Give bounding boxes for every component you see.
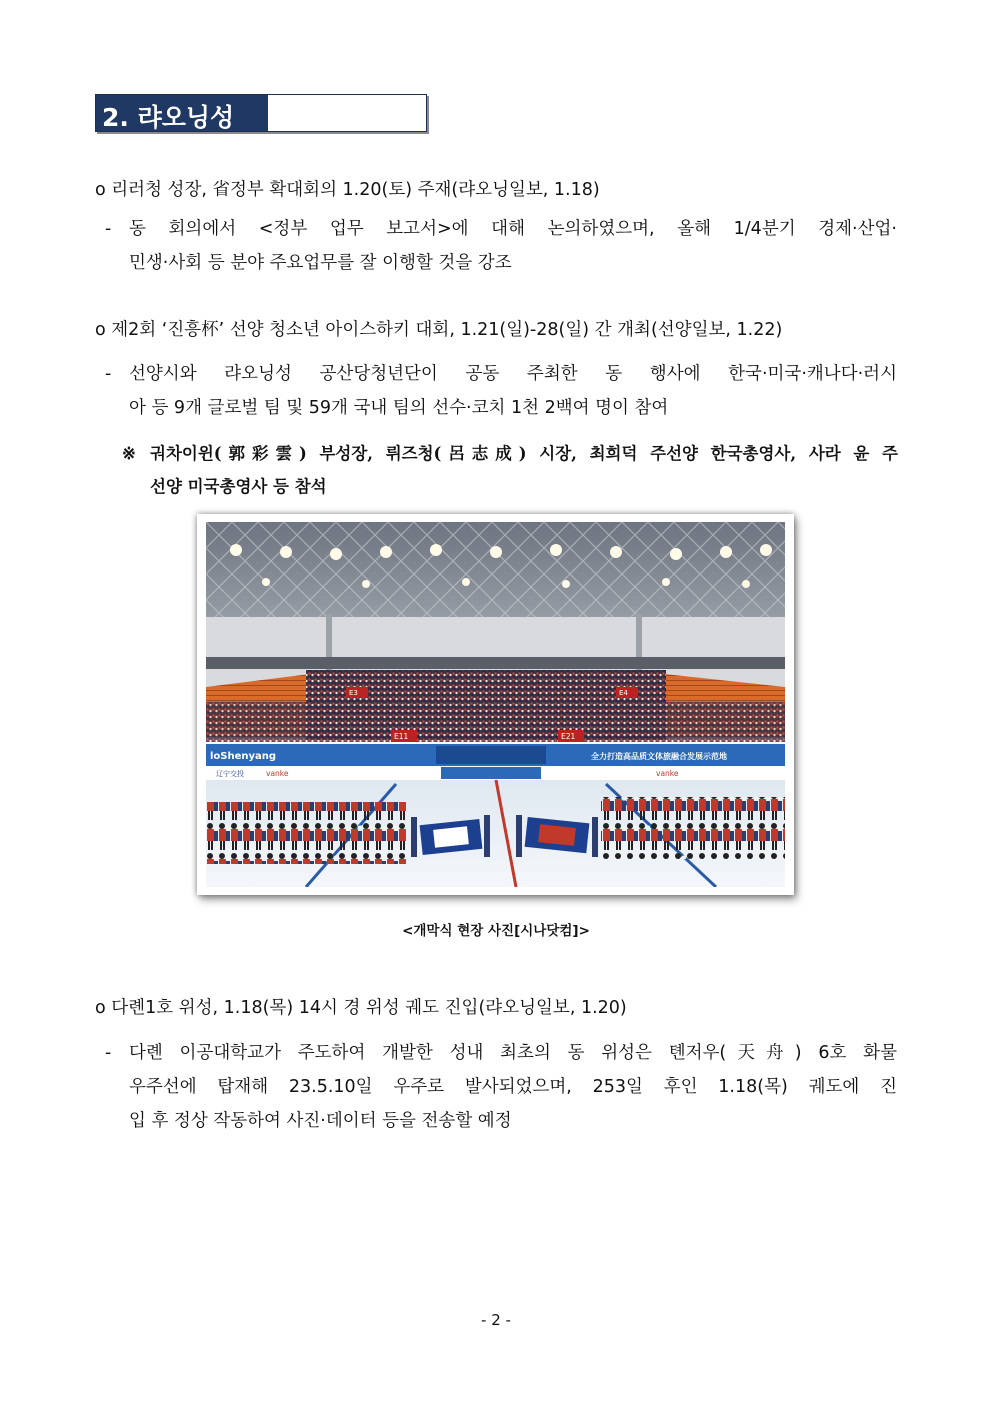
photo-caption: <개막식 현장 사진[시나닷컴]> [402,923,590,939]
item-3-detail-line-2: 우주선에 탑재해 23.5.10일 우주로 발사되었으며, 253일 후인 1.18(목) 궤도에 진 [129,1077,897,1097]
dash-marker: - [105,364,112,384]
section-title: 2. 랴오닝성 [102,103,235,132]
board-brand-3: vanke [656,769,679,778]
dash-marker: - [105,1043,112,1063]
stand-label-right: E4 [619,689,628,697]
item-2-bullet: o 제2회 ‘진흥杯’ 선양 청소년 아이스하키 대회, 1.21(일)-28(일) 간 개최(선양일보, 1.22) [95,320,783,340]
item-3-detail [105,1036,897,1138]
item-3-detail-line-1: 다롄 이공대학교가 주도하여 개발한 성내 최초의 동 위성은 톈저우(天舟) 6호 화물 [129,1043,897,1063]
stand-label-left: E3 [349,689,358,697]
dash-marker: - [105,219,112,239]
board-brand-2: vanke [266,769,289,778]
stand-label-e21: E21 [561,732,576,741]
item-1-detail-line-2: 민생·사회 등 분야 주요업무를 잘 이행할 것을 강조 [129,253,512,273]
photo-frame [197,514,794,895]
item-1-detail [105,212,897,280]
board-brand-1: 辽宁交投 [216,770,244,778]
note-mark: ※ [122,444,136,463]
item-3-detail-line-3: 입 후 정상 작동하여 사진·데이터 등을 전송할 예정 [129,1111,512,1131]
banner-right-text: 全力打造高品质文体旅融合发展示范地 [591,752,727,761]
ice-hockey-opening-photo [206,522,785,887]
item-2-note [122,437,898,503]
item-1-bullet: o 리러청 성장, 省정부 확대회의 1.20(토) 주재(랴오닝일보, 1.18) [95,180,600,200]
item-2-detail [105,357,897,425]
item-2-detail-line-2: 아 등 9개 글로벌 팀 및 59개 국내 팀의 선수·코치 1천 2백여 명이 참여 [129,398,669,418]
banner-left-text: loShenyang [210,751,277,762]
item-3-bullet: o 다롄1호 위성, 1.18(목) 14시 경 위성 궤도 진입(랴오닝일보, 1.20) [95,998,627,1018]
page-number: - 2 - [481,1311,511,1329]
item-1-detail-line-1: 동 회의에서 <정부 업무 보고서>에 대해 논의하였으며, 올해 1/4분기 경제·산업· [129,219,897,239]
section-header [95,94,427,132]
stand-label-e11: E11 [394,732,409,741]
item-2-detail-line-1: 선양시와 랴오닝성 공산당청년단이 공동 주최한 동 행사에 한국·미국·캐나다·러시 [129,364,897,384]
item-2-note-line-2: 선양 미국총영사 등 참석 [150,477,327,496]
item-2-note-line-1: 궈차이윈(郭彩雲) 부성장, 뤼즈청(呂志成) 시장, 최희덕 주선양 한국총영사, 사라 윤 주 [150,444,898,463]
